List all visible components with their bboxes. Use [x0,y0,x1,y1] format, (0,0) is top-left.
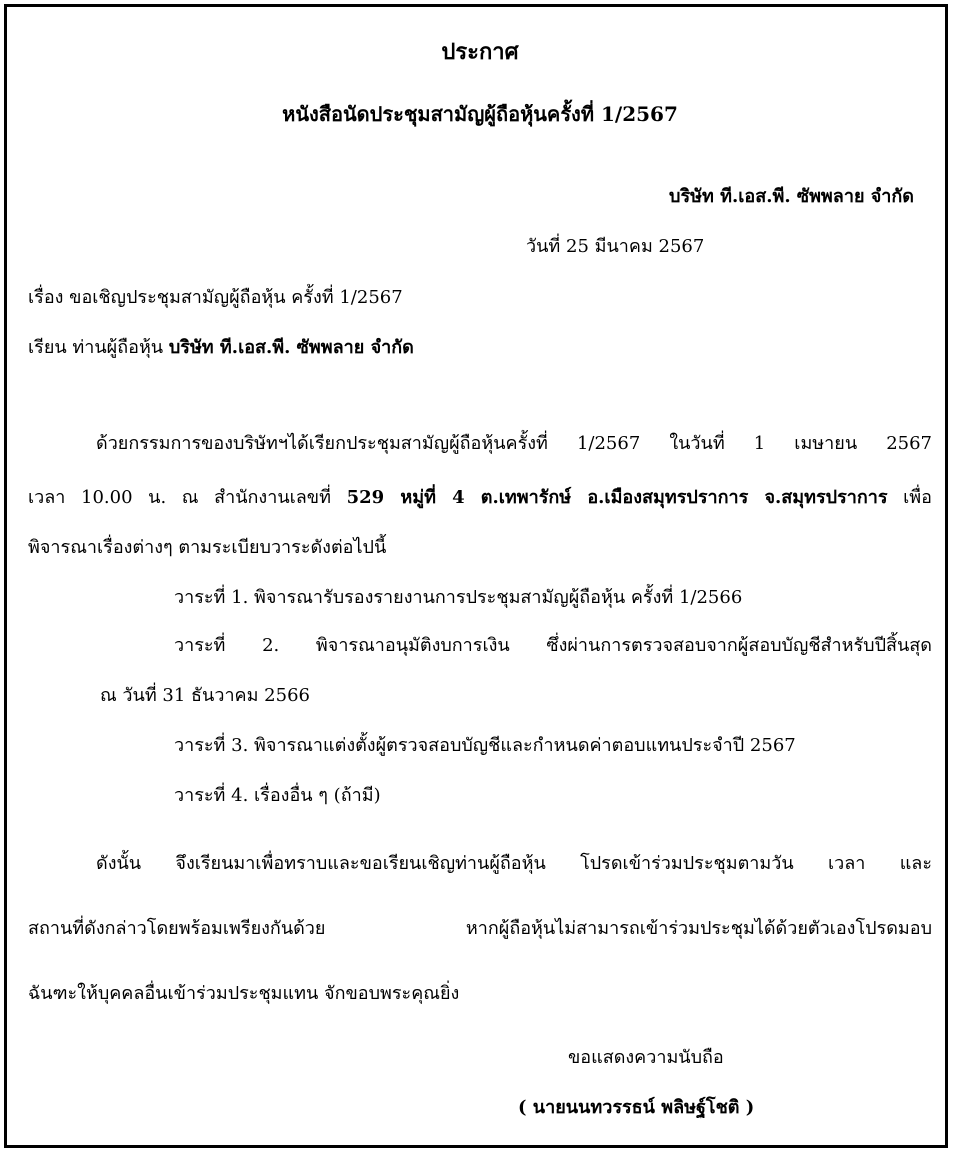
purpose-word: เพื่อ [903,487,932,508]
document-border [4,4,948,1148]
meeting-address: 529 หมู่ที่ 4 ต.เทพารักษ์ อ.เมืองสมุทรปราการ จ.สมุทรปราการ [346,487,888,508]
closing-phrase: ขอแสดงความนับถือ [568,1047,724,1068]
recipient-line [28,336,414,360]
document-subheading: หนังสือนัดประชุมสามัญผู้ถือหุ้นครั้งที่ 1/2567 [282,102,678,126]
subject-line [28,286,403,310]
recipient-text: ท่านผู้ถือหุ้น [72,337,164,358]
agenda-item-1: วาระที่ 1. พิจารณารับรองรายงานการประชุมสามัญผู้ถือหุ้น ครั้งที่ 1/2566 [174,587,743,608]
document-heading: ประกาศ [441,39,519,65]
meeting-time: เวลา 10.00 น. ณ สำนักงานเลขที่ [28,487,331,508]
recipient-company: บริษัท ที.เอส.พี. ซัพพลาย จำกัด [168,337,414,358]
agenda-item-4: วาระที่ 4. เรื่องอื่น ๆ (ถ้ามี) [174,785,381,806]
paragraph1-line1: ด้วยกรรมการของบริษัทฯได้เรียกประชุมสามัญผู้ถือหุ้นครั้งที่ 1/2567 ในวันที่ 1 เมษายน 2567 [96,433,933,454]
document-date: วันที่ 25 มีนาคม 2567 [526,236,705,257]
subject-text: ขอเชิญประชุมสามัญผู้ถือหุ้น ครั้งที่ 1/2567 [69,287,403,308]
signatory-name: ( นายนนทวรรธน์ พลิษฐ์โชติ ) [518,1097,755,1118]
recipient-label: เรียน [28,337,67,358]
company-name: บริษัท ที.เอส.พี. ซัพพลาย จำกัด [669,186,914,207]
subject-label: เรื่อง [28,287,64,308]
paragraph2-line2: สถานที่ดังกล่าวโดยพร้อมเพรียงกันด้วย หากผู้ถือหุ้นไม่สามารถเข้าร่วมประชุมได้ด้วยตัวเองโปรดมอบ [28,918,932,939]
agenda-item-3: วาระที่ 3. พิจารณาแต่งตั้งผู้ตรวจสอบบัญชีและกำหนดค่าตอบแทนประจำปี 2567 [174,735,796,756]
paragraph1-line3: พิจารณาเรื่องต่างๆ ตามระเบียบวาระดังต่อไปนี้ [28,537,387,558]
agenda-item-2-line1: วาระที่ 2. พิจารณาอนุมัติงบการเงิน ซึ่งผ่านการตรวจสอบจากผู้สอบบัญชีสำหรับปีสิ้นสุด [174,635,932,656]
paragraph2-line3: ฉันฑะให้บุคคลอื่นเข้าร่วมประชุมแทน จักขอบพระคุณยิ่ง [28,983,460,1004]
agenda-item-2-line2: ณ วันที่ 31 ธันวาคม 2566 [100,685,310,706]
paragraph1-line2 [28,486,932,510]
paragraph2-line1: ดังนั้น จึงเรียนมาเพื่อทราบและขอเรียนเชิญท่านผู้ถือหุ้น โปรดเข้าร่วมประชุมตามวัน เวลา และ [96,853,932,874]
